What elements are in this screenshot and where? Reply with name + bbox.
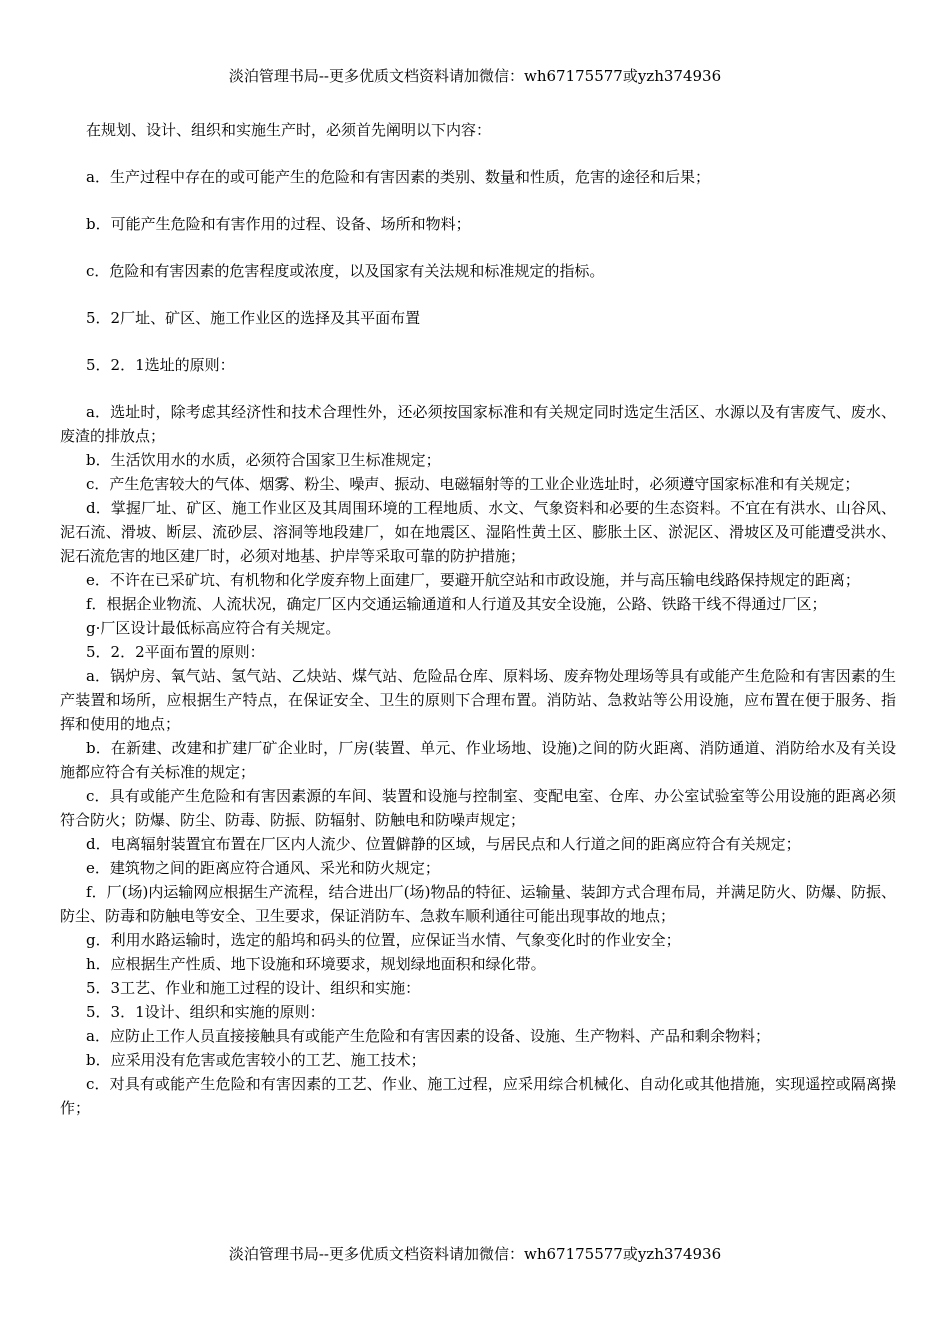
paragraph: a．锅炉房、氧气站、氢气站、乙炔站、煤气站、危险品仓库、原料场、废弃物处理场等具有或能产生危险和有害因素的生产装置和场所，应根据生产特点，在保证安全、卫生的原则下合理布置。消防站、急救站等公用设施，应布置在便于服务、指挥和使用的地点； [60,667,896,733]
page-footer: 淡泊管理书局--更多优质文档资料请加微信：wh67175577或yzh374936 [228,1245,722,1263]
section-heading: 5．2．1选址的原则： [86,356,235,374]
section-heading: 5．2厂址、矿区、施工作业区的选择及其平面布置 [86,309,421,327]
paragraph: b．生活饮用水的水质，必须符合国家卫生标准规定； [86,451,441,469]
paragraph: e．不许在已采矿坑、有机物和化学废弃物上面建厂，要避开航空站和市政设施，并与高压输电线路保持规定的距离； [86,571,860,589]
paragraph: e．建筑物之间的距离应符合通风、采光和防火规定； [86,859,440,877]
paragraph: b．在新建、改建和扩建厂矿企业时，厂房(装置、单元、作业场地、设施)之间的防火距离、消防通道、消防给水及有关设施都应符合有关标准的规定； [60,739,896,781]
paragraph: d．电离辐射装置宜布置在厂区内人流少、位置僻静的区域，与居民点和人行道之间的距离应符合有关规定； [86,835,801,853]
paragraph: c．危险和有害因素的危害程度或浓度，以及国家有关法规和标准规定的指标。 [86,262,605,280]
section-heading: 5．2．2平面布置的原则： [86,643,265,661]
page-header: 淡泊管理书局--更多优质文档资料请加微信：wh67175577或yzh374936 [228,67,722,85]
paragraph: g．利用水路运输时，选定的船坞和码头的位置，应保证当水情、气象变化时的作业安全； [86,931,681,949]
paragraph: c．对具有或能产生危险和有害因素的工艺、作业、施工过程，应采用综合机械化、自动化或其他措施，实现遥控或隔离操作； [60,1075,896,1117]
paragraph: c．具有或能产生危险和有害因素源的车间、装置和设施与控制室、变配电室、仓库、办公室试验室等公用设施的距离必须符合防火；防爆、防尘、防毒、防振、防辐射、防触电和防噪声规定； [60,787,896,829]
paragraph: f．根据企业物流、人流状况，确定厂区内交通运输通道和人行道及其安全设施，公路、铁路干线不得通过厂区； [86,595,827,613]
paragraph: a．应防止工作人员直接接触具有或能产生危险和有害因素的设备、设施、生产物料、产品和剩余物料； [86,1027,770,1045]
paragraph: b．应采用没有危害或危害较小的工艺、施工技术； [86,1051,426,1069]
document-body [60,118,896,1120]
paragraph: g·厂区设计最低标高应符合有关规定。 [86,619,341,637]
paragraph: a．选址时，除考虑其经济性和技术合理性外，还必须按国家标准和有关规定同时选定生活区、水源以及有害废气、废水、废渣的排放点； [60,403,896,445]
paragraph: c．产生危害较大的气体、烟雾、粉尘、噪声、振动、电磁辐射等的工业企业选址时，必须遵守国家标准和有关规定； [86,475,860,493]
paragraph: 在规划、设计、组织和实施生产时，必须首先阐明以下内容： [86,121,492,139]
paragraph: f．厂(场)内运输网应根据生产流程，结合进出厂(场)物品的特征、运输量、装卸方式合理布局，并满足防火、防爆、防振、防尘、防毒和防触电等安全、卫生要求，保证消防车、急救车顺利通往可能出现事故的地点； [60,883,896,925]
paragraph: d．掌握厂址、矿区、施工作业区及其周围环境的工程地质、水文、气象资料和必要的生态资料。不宜在有洪水、山谷风、泥石流、滑坡、断层、流砂层、溶洞等地段建厂，如在地震区、湿陷性黄土区、膨胀土区、淤泥区、滑坡区及可能遭受洪水、泥石流危害的地区建厂时，必须对地基、护岸等采取可靠的防护措施； [60,499,896,565]
section-heading: 5．3．1设计、组织和实施的原则： [86,1003,325,1021]
paragraph: b．可能产生危险和有害作用的过程、设备、场所和物料； [86,215,471,233]
paragraph: h．应根据生产性质、地下设施和环境要求，规划绿地面积和绿化带。 [86,955,546,973]
section-heading: 5．3工艺、作业和施工过程的设计、组织和实施： [86,979,421,997]
paragraph: a．生产过程中存在的或可能产生的危险和有害因素的类别、数量和性质，危害的途径和后果； [86,168,710,186]
